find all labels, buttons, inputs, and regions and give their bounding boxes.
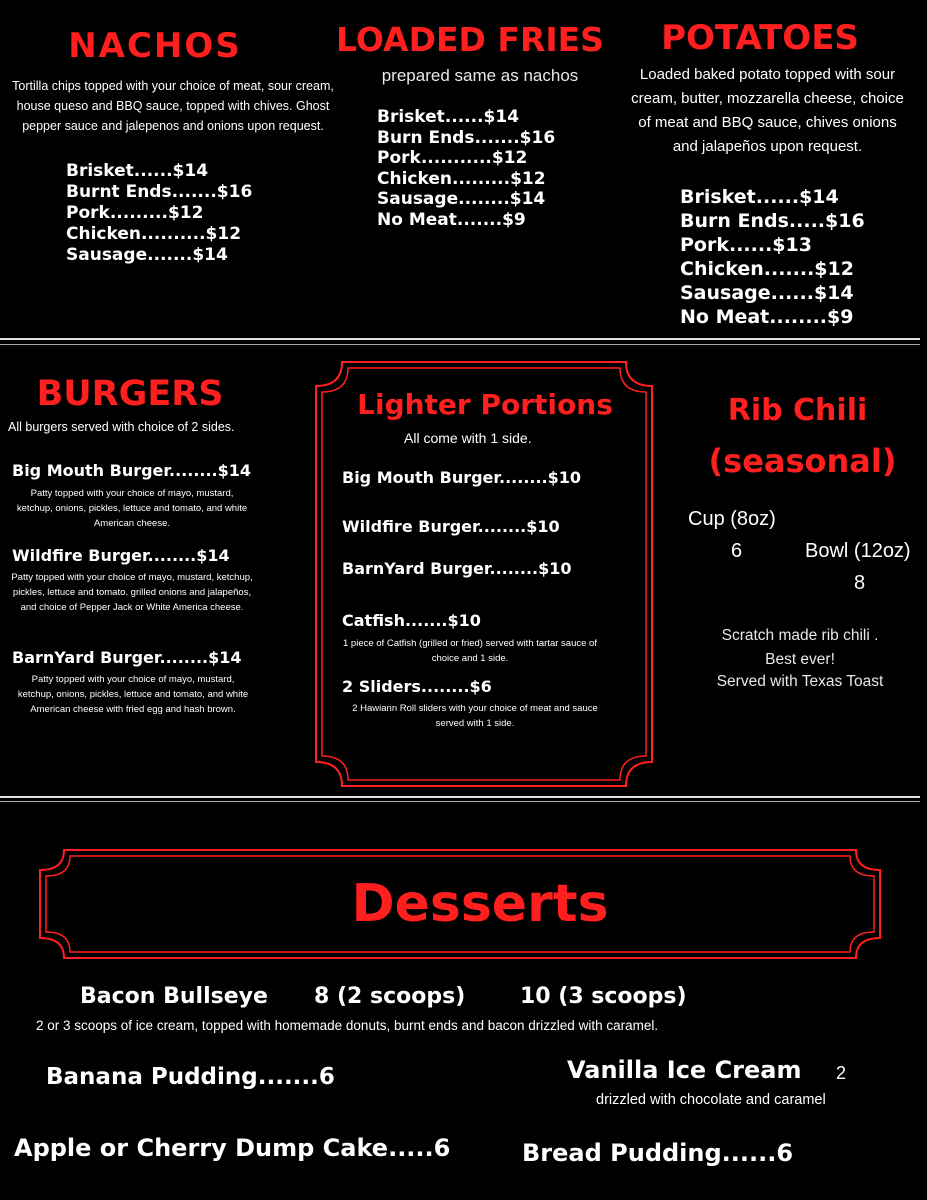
potatoes-price-list xyxy=(680,185,865,329)
lighter-item-name: BarnYard Burger........$10 xyxy=(342,559,572,578)
banana-pudding: Banana Pudding.......6 xyxy=(46,1064,335,1090)
bacon-bullseye-price-2: 8 (2 scoops) xyxy=(314,984,466,1009)
bacon-bullseye-desc: 2 or 3 scoops of ice cream, topped with homemade donuts, burnt ends and bacon drizzled with caramel. xyxy=(36,1018,659,1033)
price-item: No Meat.......$9 xyxy=(377,209,526,230)
rib-chili-note: Served with Texas Toast xyxy=(716,673,884,690)
loaded-fries-subtitle: prepared same as nachos xyxy=(381,66,579,85)
desserts-title: Desserts xyxy=(351,874,609,934)
burgers-subtitle: All burgers served with choice of 2 sides. xyxy=(8,420,235,434)
burgers-title: BURGERS xyxy=(36,374,224,414)
nachos-description: Tortilla chips topped with your choice of meat, sour cream, house queso and BBQ sauce, topped with chives. Ghost pepper sauce and jalepenos and onions upon request. xyxy=(12,79,334,133)
section-divider xyxy=(0,796,920,798)
bread-pudding: Bread Pudding......6 xyxy=(522,1139,794,1167)
vanilla-ice-cream-desc: drizzled with chocolate and caramel xyxy=(596,1092,826,1108)
bowl-label: Bowl (12oz) xyxy=(805,540,911,562)
price-item: Brisket......$14 xyxy=(680,186,839,208)
loaded-fries-title: LOADED FRIES xyxy=(336,20,604,59)
cup-price: 6 xyxy=(731,540,743,562)
price-item: Chicken.......$12 xyxy=(680,258,854,280)
price-item: Burn Ends.......$16 xyxy=(377,127,556,148)
price-item: Sausage......$14 xyxy=(680,282,854,304)
nachos-price-list xyxy=(66,161,252,266)
potatoes-description: Loaded baked potato topped with sour cream, butter, mozzarella cheese, choice of meat and BBQ sauce, chives onions and jalapeños upon request. xyxy=(631,66,904,155)
burger-item-name: Big Mouth Burger........$14 xyxy=(12,461,252,480)
lighter-item-desc: 2 Hawiann Roll sliders with your choice of meat and sauce served with 1 side. xyxy=(352,703,598,729)
price-item: Chicken.........$12 xyxy=(377,168,546,189)
section-divider xyxy=(0,338,920,340)
price-item: Brisket......$14 xyxy=(66,161,209,181)
burger-item-name: BarnYard Burger........$14 xyxy=(12,648,242,667)
burger-item-desc: Patty topped with your choice of mayo, mustard, ketchup, pickles, lettuce and tomato. grilled onions and jalapeños, and choice of Pepper Jack or White America cheese. xyxy=(11,572,253,613)
loaded-fries-price-list xyxy=(377,107,555,230)
bacon-bullseye-name: Bacon Bullseye xyxy=(80,984,268,1009)
price-item: Pork...........$12 xyxy=(377,148,528,168)
lighter-item-name: Catfish.......$10 xyxy=(342,611,481,630)
lighter-item-name: Wildfire Burger........$10 xyxy=(342,517,560,536)
price-item: Brisket......$14 xyxy=(377,107,520,127)
vanilla-ice-cream-price: 2 xyxy=(836,1063,847,1083)
price-item: Sausage........$14 xyxy=(377,189,546,209)
burger-item-desc: Patty topped with your choice of mayo, mustard, ketchup, onions, pickles, lettuce and tomato, and white American cheese. xyxy=(16,488,248,529)
section-divider xyxy=(0,344,920,345)
rib-chili-note: Scratch made rib chili . xyxy=(721,627,879,644)
burger-item-name: Wildfire Burger........$14 xyxy=(12,546,230,565)
burger-item-desc: Patty topped with your choice of mayo, mustard, ketchup, onions, pickles, lettuce and tomato, and white American cheese with fried egg and hash brown. xyxy=(17,674,249,715)
bacon-bullseye-price-3: 10 (3 scoops) xyxy=(520,984,687,1009)
rib-chili-note: Best ever! xyxy=(765,651,835,668)
price-item: Burnt Ends.......$16 xyxy=(66,182,253,202)
lighter-portions-title: Lighter Portions xyxy=(357,388,613,421)
potatoes-title: POTATOES xyxy=(661,18,859,58)
price-item: Chicken..........$12 xyxy=(66,224,242,244)
price-item: Sausage.......$14 xyxy=(66,245,228,265)
cup-label: Cup (8oz) xyxy=(688,508,776,530)
lighter-item-name: 2 Sliders........$6 xyxy=(342,677,492,696)
rib-chili-title: Rib Chili xyxy=(727,393,868,428)
price-item: Burn Ends.....$16 xyxy=(680,210,865,232)
section-divider xyxy=(0,801,920,802)
dump-cake: Apple or Cherry Dump Cake.....6 xyxy=(14,1134,451,1162)
price-item: Pork.........$12 xyxy=(66,203,204,223)
price-item: No Meat........$9 xyxy=(680,306,854,328)
lighter-portions-subtitle: All come with 1 side. xyxy=(404,430,532,446)
lighter-item-desc: 1 piece of Catfish (grilled or fried) served with tartar sauce of choice and 1 side. xyxy=(343,638,597,664)
bowl-price: 8 xyxy=(854,572,866,594)
nachos-title: NACHOS xyxy=(68,26,242,66)
price-item: Pork......$13 xyxy=(680,234,812,256)
vanilla-ice-cream-name: Vanilla Ice Cream xyxy=(567,1056,802,1084)
rib-chili-seasonal: (seasonal) xyxy=(708,442,897,480)
lighter-item-name: Big Mouth Burger........$10 xyxy=(342,468,582,487)
